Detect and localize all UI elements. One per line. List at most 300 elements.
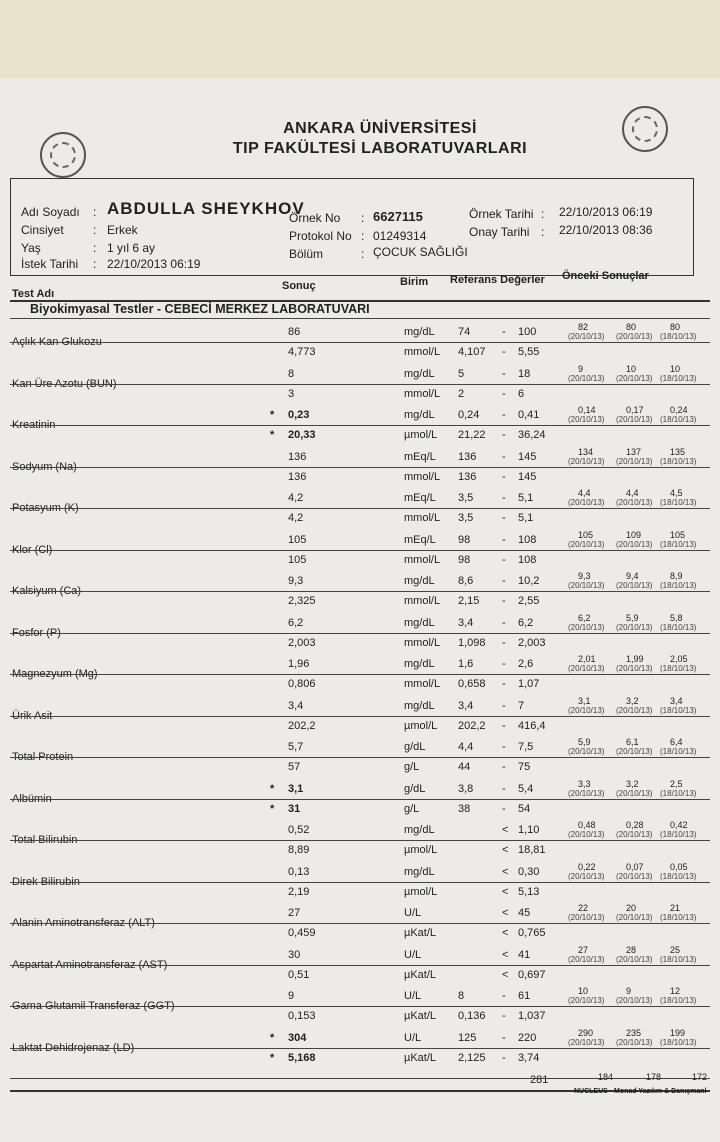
footer-prev-3: 172 [692, 1072, 708, 1082]
result-primary: 3,1 [288, 782, 304, 795]
previous-result: 0,42 [670, 820, 688, 830]
ref-low-secondary: 2 [458, 387, 465, 400]
unit-secondary: g/L [404, 761, 420, 773]
previous-result-date: (20/10/13) [616, 581, 653, 590]
row-divider [10, 633, 710, 634]
abnormal-flag: * [270, 802, 275, 815]
ref-low-secondary: 202,2 [458, 719, 486, 732]
colon: : [541, 225, 545, 239]
ref-low-primary: 8,6 [458, 575, 474, 587]
result-primary: 304 [288, 1031, 307, 1044]
previous-result-date: (18/10/13) [660, 996, 697, 1005]
ref-separator: - [502, 802, 506, 815]
ref-high-secondary: 5,55 [518, 346, 540, 358]
previous-result-date: (18/10/13) [660, 913, 697, 922]
test-name: Direk Bilirubin [12, 875, 80, 888]
ref-separator: - [502, 782, 506, 795]
ref-low-primary: 3,4 [458, 616, 474, 629]
ref-high-secondary: 5,1 [518, 512, 534, 524]
unit-primary: mg/dL [404, 575, 435, 587]
previous-result: 9 [626, 986, 632, 996]
ref-low-secondary: 21,22 [458, 429, 486, 441]
ref-low-secondary: 44 [458, 761, 471, 773]
abnormal-flag: * [270, 1031, 275, 1044]
ref-high-primary: 45 [518, 907, 531, 919]
previous-result: 0,48 [578, 820, 596, 830]
result-secondary: 3 [288, 387, 295, 400]
previous-result-date: (20/10/13) [568, 664, 605, 673]
test-name: Kalsiyum (Ca) [12, 585, 82, 597]
previous-result: 10 [626, 363, 637, 374]
ref-high-primary: 6,2 [518, 616, 534, 629]
previous-result: 80 [670, 322, 681, 332]
ref-low-secondary: 0,136 [458, 1010, 486, 1022]
result-primary: 8 [288, 367, 295, 380]
ref-low-secondary: 38 [458, 802, 471, 815]
previous-result-date: (20/10/13) [616, 664, 653, 673]
colon: : [93, 205, 97, 219]
ref-separator: < [502, 885, 509, 898]
previous-result: 9 [578, 363, 584, 374]
column-previous-results: Önceki Sonuçlar [562, 270, 649, 282]
previous-result: 28 [626, 944, 637, 955]
ref-high-primary: 108 [518, 533, 537, 546]
ref-separator: - [502, 575, 506, 587]
ref-high-secondary: 0,697 [518, 968, 546, 981]
result-secondary: 136 [288, 470, 307, 483]
unit-primary: mg/dL [404, 367, 435, 380]
sample-no-value: 6627115 [373, 209, 423, 224]
previous-result: 80 [626, 322, 637, 332]
unit-secondary: mmol/L [404, 470, 441, 483]
test-name: Sodyum (Na) [12, 460, 77, 473]
column-result: Sonuç [282, 280, 316, 292]
previous-result-date: (20/10/13) [616, 539, 653, 549]
previous-result: 6,2 [578, 612, 591, 623]
result-primary: 5,7 [288, 741, 304, 753]
unit-secondary: mmol/L [404, 595, 441, 607]
sample-date-label: Örnek Tarihi [469, 207, 534, 221]
department-value: ÇOCUK SAĞLIĞI [373, 245, 468, 259]
ref-high-secondary: 3,74 [518, 1051, 540, 1064]
previous-result-date: (20/10/13) [568, 456, 605, 466]
ref-separator: < [502, 865, 509, 878]
unit-secondary: mmol/L [404, 387, 441, 400]
patient-info-box [10, 178, 694, 276]
previous-result-date: (20/10/13) [568, 747, 605, 756]
unit-primary: mg/dL [404, 409, 435, 421]
previous-result-date: (18/10/13) [660, 622, 697, 632]
colon: : [93, 257, 97, 271]
ref-low-primary: 5 [458, 367, 465, 380]
previous-result: 105 [670, 529, 686, 540]
previous-result-date: (20/10/13) [568, 539, 605, 549]
result-secondary: 0,806 [288, 678, 316, 690]
result-primary: 0,52 [288, 824, 310, 836]
result-secondary: 4,773 [288, 346, 316, 358]
previous-result-date: (20/10/13) [568, 788, 605, 798]
previous-result-date: (18/10/13) [660, 954, 697, 964]
previous-result-date: (18/10/13) [660, 788, 697, 798]
row-divider [10, 384, 710, 385]
test-name: Potasyum (K) [12, 502, 79, 514]
previous-result-date: (20/10/13) [568, 581, 605, 590]
result-primary: 105 [288, 533, 307, 546]
result-primary: 0,13 [288, 865, 310, 878]
previous-result-date: (20/10/13) [568, 996, 605, 1005]
previous-result-date: (20/10/13) [568, 830, 605, 839]
ref-high-secondary: 5,13 [518, 885, 540, 898]
approval-date-value: 22/10/2013 08:36 [559, 223, 653, 237]
unit-secondary: mmol/L [404, 553, 441, 566]
test-name: Total Protein [12, 751, 74, 763]
ref-separator: - [502, 595, 506, 607]
previous-result: 134 [578, 446, 594, 457]
ref-separator: - [502, 1031, 506, 1044]
test-name: Alanin Aminotransferaz (ALT) [12, 917, 155, 929]
ref-high-primary: 7 [518, 699, 525, 712]
previous-result-date: (18/10/13) [660, 332, 697, 341]
previous-result: 0,24 [670, 405, 688, 415]
ref-separator: - [502, 450, 506, 463]
ref-high-secondary: 75 [518, 761, 531, 773]
previous-result-date: (20/10/13) [616, 622, 653, 632]
previous-result: 3,3 [578, 778, 591, 789]
previous-result-date: (18/10/13) [660, 581, 697, 590]
previous-result: 25 [670, 944, 681, 955]
name-label: Adı Soyadı [21, 205, 80, 219]
previous-result: 20 [626, 903, 637, 913]
result-primary: 9,3 [288, 575, 304, 587]
previous-result: 9,4 [626, 571, 639, 581]
previous-result-date: (20/10/13) [616, 954, 653, 964]
protocol-value: 01249314 [373, 229, 427, 243]
age-value: 1 yıl 6 ay [107, 241, 156, 255]
unit-secondary: µKat/L [404, 1051, 437, 1064]
test-name: Ürik Asit [12, 709, 53, 722]
previous-result: 3,2 [626, 778, 639, 789]
previous-result-date: (20/10/13) [568, 871, 605, 881]
sample-no-label: Örnek No [289, 211, 341, 225]
previous-result: 2,01 [578, 654, 596, 664]
previous-result: 5,9 [578, 737, 591, 747]
previous-result: 4,4 [578, 488, 591, 498]
previous-result: 135 [670, 446, 686, 457]
result-secondary: 0,51 [288, 968, 310, 981]
result-secondary: 2,003 [288, 636, 316, 649]
ref-high-primary: 61 [518, 990, 531, 1002]
result-secondary: 0,459 [288, 927, 316, 939]
result-primary: 30 [288, 948, 301, 961]
ref-separator: - [502, 1051, 506, 1064]
row-divider [10, 508, 710, 509]
previous-result-date: (18/10/13) [660, 415, 697, 424]
previous-result-date: (20/10/13) [616, 332, 653, 341]
previous-result: 10 [670, 363, 681, 374]
previous-result: 137 [626, 446, 642, 457]
ref-high-primary: 5,1 [518, 492, 534, 504]
gender-value: Erkek [107, 223, 138, 237]
column-test-name: Test Adı [12, 288, 55, 300]
previous-result: 8,9 [670, 571, 683, 581]
unit-primary: mg/dL [404, 865, 435, 878]
row-divider [10, 799, 710, 800]
ref-separator: - [502, 1010, 506, 1022]
previous-result-date: (18/10/13) [660, 539, 697, 549]
previous-result: 6,4 [670, 737, 683, 747]
department-label: Bölüm [289, 247, 324, 261]
ref-high-primary: 1,10 [518, 824, 540, 836]
result-secondary: 57 [288, 761, 301, 773]
abnormal-flag: * [270, 782, 275, 795]
previous-result-date: (18/10/13) [660, 456, 697, 466]
ref-low-secondary: 2,125 [458, 1051, 486, 1064]
abnormal-flag: * [270, 409, 275, 421]
ref-separator: - [502, 367, 506, 380]
previous-result: 6,1 [626, 737, 639, 747]
colon: : [361, 211, 365, 225]
row-divider [10, 1006, 710, 1007]
ref-high-secondary: 1,07 [518, 678, 540, 690]
unit-secondary: µmol/L [404, 429, 438, 441]
ref-separator: - [502, 512, 506, 524]
footer-brand: NUCLEUS - Monad Yazılım & Danışmanl [574, 1088, 707, 1095]
ref-high-secondary: 108 [518, 553, 537, 566]
ref-high-primary: 41 [518, 948, 531, 961]
ref-low-secondary: 0,658 [458, 678, 486, 690]
row-divider [10, 591, 710, 592]
previous-result-date: (20/10/13) [568, 498, 605, 507]
ref-separator: - [502, 761, 506, 773]
result-secondary: 4,2 [288, 512, 304, 524]
ref-high-secondary: 0,765 [518, 927, 546, 939]
unit-secondary: µKat/L [404, 968, 437, 981]
unit-secondary: mmol/L [404, 346, 441, 358]
ref-high-secondary: 6 [518, 387, 525, 400]
previous-result-date: (20/10/13) [616, 871, 653, 881]
ref-separator: < [502, 968, 509, 981]
request-date-label: İstek Tarihi [21, 257, 79, 271]
ref-separator: - [502, 346, 506, 358]
test-name: Kreatinin [12, 419, 56, 431]
unit-secondary: µKat/L [404, 1010, 437, 1022]
previous-result: 10 [578, 986, 589, 996]
previous-result: 1,99 [626, 654, 644, 664]
ref-separator: - [502, 533, 506, 546]
unit-secondary: g/L [404, 802, 420, 815]
ref-high-primary: 7,5 [518, 741, 534, 753]
unit-secondary: µmol/L [404, 844, 438, 856]
previous-result: 2,05 [670, 654, 688, 664]
test-name: Klor (Cl) [12, 543, 53, 556]
ref-low-primary: 98 [458, 533, 471, 546]
gender-label: Cinsiyet [21, 223, 64, 237]
ref-separator: - [502, 636, 506, 649]
approval-date-label: Onay Tarihi [469, 225, 530, 239]
previous-result-date: (20/10/13) [568, 332, 605, 341]
previous-result: 27 [578, 944, 589, 955]
test-name: Fosfor (P) [12, 626, 61, 639]
ref-low-secondary: 98 [458, 553, 471, 566]
previous-result-date: (20/10/13) [616, 705, 653, 715]
footer-prev-1: 184 [598, 1072, 614, 1082]
colon: : [361, 247, 365, 261]
ref-high-secondary: 18,81 [518, 844, 546, 856]
ref-high-secondary: 2,003 [518, 636, 546, 649]
unit-primary: mEq/L [404, 492, 436, 504]
test-name: Gama Glutamil Transferaz (GGT) [12, 1000, 175, 1012]
previous-result-date: (18/10/13) [660, 664, 697, 673]
colon: : [361, 229, 365, 243]
unit-secondary: µmol/L [404, 885, 438, 898]
ref-high-primary: 0,30 [518, 865, 540, 878]
unit-primary: U/L [404, 907, 422, 919]
ref-low-secondary: 3,5 [458, 512, 474, 524]
row-divider [10, 882, 710, 883]
lab-report-page [0, 78, 720, 1142]
row-divider [10, 342, 710, 343]
previous-result: 2,5 [670, 778, 683, 789]
result-primary: 136 [288, 450, 307, 463]
previous-result: 3,1 [578, 695, 591, 706]
ref-high-secondary: 54 [518, 802, 531, 815]
ref-low-primary: 3,5 [458, 492, 474, 504]
previous-result: 235 [626, 1027, 642, 1038]
previous-result-date: (20/10/13) [616, 830, 653, 839]
previous-result: 0,22 [578, 861, 596, 872]
ref-separator: - [502, 553, 506, 566]
ref-high-secondary: 145 [518, 470, 537, 483]
section-rule [10, 318, 710, 319]
ref-separator: - [502, 492, 506, 504]
previous-result-date: (18/10/13) [660, 747, 697, 756]
previous-result: 3,2 [626, 695, 639, 706]
unit-primary: mEq/L [404, 533, 436, 546]
unit-primary: mg/dL [404, 824, 435, 836]
abnormal-flag: * [270, 1051, 275, 1064]
result-primary: 0,23 [288, 409, 310, 421]
row-divider [10, 550, 710, 551]
result-primary: 6,2 [288, 616, 304, 629]
ref-low-secondary: 4,107 [458, 346, 486, 358]
unit-primary: mg/dL [404, 699, 435, 712]
previous-result: 9,3 [578, 571, 591, 581]
previous-result: 0,17 [626, 405, 644, 415]
previous-result: 199 [670, 1027, 686, 1038]
row-divider [10, 840, 710, 841]
faculty-seal-icon [622, 106, 668, 152]
test-name: Albümin [12, 792, 52, 805]
previous-result-date: (20/10/13) [616, 415, 653, 424]
previous-result-date: (20/10/13) [616, 913, 653, 922]
unit-primary: g/dL [404, 782, 426, 795]
previous-result-date: (18/10/13) [660, 830, 697, 839]
ref-separator: < [502, 844, 509, 856]
column-reference: Referans Değerler [450, 274, 545, 286]
previous-result-date: (20/10/13) [568, 415, 605, 424]
unit-secondary: µmol/L [404, 719, 438, 732]
row-divider [10, 716, 710, 717]
age-label: Yaş [21, 241, 41, 255]
ref-low-primary: 1,6 [458, 658, 474, 670]
previous-result: 0,05 [670, 861, 688, 872]
ref-high-secondary: 416,4 [518, 719, 546, 732]
ref-high-primary: 220 [518, 1031, 537, 1044]
unit-primary: U/L [404, 990, 422, 1002]
previous-result-date: (20/10/13) [568, 705, 605, 715]
previous-result-date: (18/10/13) [660, 705, 697, 715]
ref-high-primary: 145 [518, 450, 537, 463]
ref-separator: - [502, 990, 506, 1002]
ref-separator: < [502, 948, 509, 961]
previous-result: 82 [578, 322, 589, 332]
result-primary: 3,4 [288, 699, 304, 712]
previous-result-date: (20/10/13) [616, 456, 653, 466]
column-unit: Birim [400, 276, 429, 288]
ref-low-primary: 136 [458, 450, 477, 463]
university-seal-icon [40, 132, 86, 178]
previous-result-date: (20/10/13) [616, 498, 653, 507]
header-university: ANKARA ÜNİVERSİTESİ [283, 120, 477, 137]
previous-result: 109 [626, 529, 642, 540]
previous-result-date: (20/10/13) [568, 954, 605, 964]
row-divider [10, 923, 710, 924]
test-name: Kan Üre Azotu (BUN) [12, 377, 117, 390]
previous-result: 0,28 [626, 820, 644, 830]
ref-high-primary: 100 [518, 326, 537, 338]
previous-result: 290 [578, 1027, 594, 1038]
previous-result-date: (18/10/13) [660, 1037, 697, 1047]
unit-primary: mg/dL [404, 658, 435, 670]
row-divider [10, 674, 710, 675]
previous-result-date: (20/10/13) [568, 913, 605, 922]
ref-high-secondary: 1,037 [518, 1010, 546, 1022]
previous-result: 0,14 [578, 405, 596, 415]
previous-result-date: (20/10/13) [616, 747, 653, 756]
previous-result-date: (20/10/13) [616, 373, 653, 383]
row-divider [10, 965, 710, 966]
result-primary: 86 [288, 326, 301, 338]
previous-result-date: (20/10/13) [568, 373, 605, 383]
previous-result-date: (18/10/13) [660, 373, 697, 383]
previous-result: 4,4 [626, 488, 639, 498]
result-secondary: 0,153 [288, 1010, 316, 1022]
ref-separator: < [502, 907, 509, 919]
ref-low-primary: 74 [458, 326, 471, 338]
result-secondary: 2,325 [288, 595, 316, 607]
unit-primary: g/dL [404, 741, 426, 753]
previous-result: 5,9 [626, 612, 639, 623]
result-secondary: 20,33 [288, 429, 316, 441]
result-secondary: 5,168 [288, 1051, 316, 1064]
previous-result-date: (20/10/13) [568, 622, 605, 632]
ref-low-primary: 125 [458, 1031, 477, 1044]
row-divider [10, 1048, 710, 1049]
previous-result: 21 [670, 903, 681, 913]
ref-high-secondary: 2,55 [518, 595, 540, 607]
request-date-value: 22/10/2013 06:19 [107, 257, 201, 271]
colon: : [93, 223, 97, 237]
ref-separator: - [502, 719, 506, 732]
unit-secondary: mmol/L [404, 512, 441, 524]
result-primary: 9 [288, 990, 295, 1002]
test-name: Aspartat Aminotransferaz (AST) [12, 958, 168, 971]
sample-date-value: 22/10/2013 06:19 [559, 205, 653, 219]
ref-separator: < [502, 824, 509, 836]
ref-high-primary: 10,2 [518, 575, 540, 587]
ref-separator: - [502, 326, 506, 338]
unit-secondary: µKat/L [404, 927, 437, 939]
